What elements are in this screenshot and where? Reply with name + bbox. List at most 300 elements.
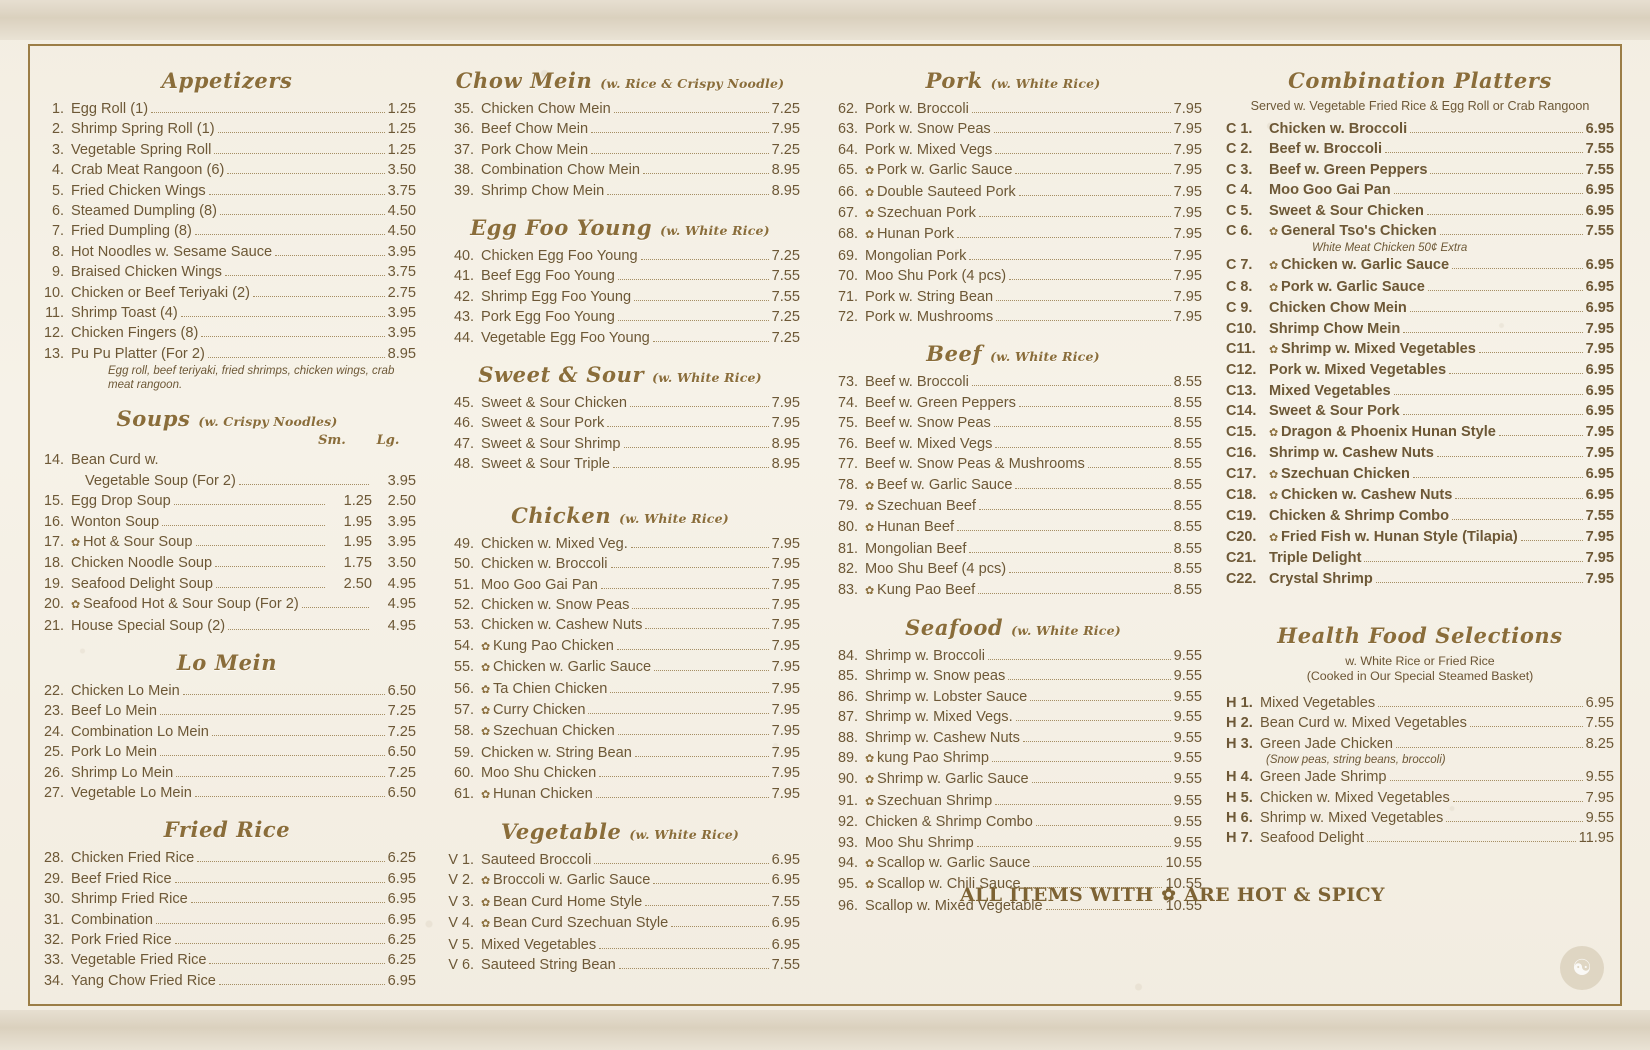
list-item (824, 372, 1202, 392)
section-fried-rice (38, 817, 416, 991)
item-number: 64. (837, 141, 858, 158)
leader-dots (1396, 736, 1583, 748)
list-item (440, 413, 800, 433)
list-item (824, 646, 1202, 666)
item-number: 12. (43, 325, 64, 342)
item-number: H 1. (1226, 694, 1253, 711)
leader-dots (1453, 790, 1583, 802)
list-item (824, 728, 1202, 748)
soup-col-lg: Lg. (376, 433, 400, 449)
item-name: Chicken w. Snow Peas (481, 596, 630, 613)
list-item (824, 853, 1202, 874)
right-border-rule (1620, 44, 1622, 1006)
item-name: Shrimp Fried Rice (71, 891, 188, 908)
item-number: 81. (837, 540, 858, 557)
item-price: 10.55 (1165, 855, 1202, 871)
item-number: 78. (837, 476, 858, 493)
item-number: 94. (837, 855, 858, 871)
leader-dots (611, 556, 769, 568)
item-price: 7.55 (771, 288, 800, 305)
list-item (824, 559, 1202, 579)
leader-dots (614, 101, 769, 113)
item-price: 9.55 (1173, 647, 1202, 664)
list-item (1226, 485, 1614, 506)
item-number: 29. (43, 870, 64, 887)
item-name: Vegetable Spring Roll (71, 141, 212, 158)
item-number: C16. (1226, 445, 1257, 462)
item-price: 6.95 (771, 936, 800, 953)
list-item (440, 575, 800, 595)
item-number: 48. (453, 456, 474, 473)
leader-dots (1479, 341, 1583, 353)
chili-pepper-icon: ✿ (1269, 344, 1279, 357)
leader-dots (218, 121, 385, 133)
item-name: Scallop w. Garlic Sauce (877, 855, 1031, 871)
item-name: Vegetable Egg Foo Young (481, 329, 650, 346)
item-name: Beef w. Green Peppers (1269, 161, 1428, 178)
item-price: 6.95 (771, 915, 800, 932)
veg-subtitle: (w. White Rice) (629, 826, 740, 842)
item-name: Beef w. Snow Peas & Mushrooms (865, 456, 1085, 473)
list-item (38, 910, 416, 930)
item-name: Hot Noodles w. Sesame Sauce (71, 243, 273, 260)
chili-pepper-icon: ✿ (1269, 489, 1279, 502)
health-subnote (1226, 654, 1614, 685)
item-price: 6.95 (1585, 362, 1614, 379)
chicken-subtitle: (w. White Rice) (619, 510, 729, 526)
chili-pepper-icon: ✿ (865, 795, 875, 808)
leader-dots (216, 576, 325, 588)
section-title-seafood (824, 615, 1202, 640)
list-item (824, 833, 1202, 853)
list-item (38, 742, 416, 762)
list-item (38, 763, 416, 783)
list-item (1226, 527, 1614, 548)
item-name: Hunan Chicken (493, 785, 593, 802)
chow-mein-title-text: Chow Mein (455, 68, 593, 93)
item-number: 30. (43, 891, 64, 908)
leader-dots (591, 142, 769, 154)
item-price: 8.55 (1173, 435, 1202, 452)
section-title-chow-mein (440, 68, 800, 93)
item-price: 7.95 (771, 744, 800, 761)
item-price: 6.95 (1585, 202, 1614, 219)
leader-dots (1019, 184, 1171, 196)
item-number: 70. (837, 268, 858, 285)
leader-dots (1016, 709, 1171, 721)
list-item (38, 574, 416, 594)
item-number: C12. (1226, 362, 1257, 379)
item-price: 7.55 (1585, 715, 1614, 732)
item-number: 58. (453, 723, 474, 740)
leader-dots (1521, 529, 1583, 541)
item-name: Chicken w. Cashew Nuts (1281, 486, 1453, 503)
item-number: 11. (45, 305, 64, 322)
leader-dots (197, 850, 384, 862)
item-name: Sweet & Sour Pork (1269, 403, 1400, 420)
leader-dots (610, 681, 768, 693)
chow-mein-subtitle: (w. Rice & Crispy Noodle) (600, 76, 785, 91)
menu-column-2 (430, 48, 810, 973)
item-number: 83. (837, 581, 858, 598)
beef-title-text: Beef (926, 341, 983, 367)
list-item (824, 246, 1202, 266)
item-number: 88. (837, 729, 858, 746)
item-name: Moo Shu Beef (4 pcs) (865, 561, 1007, 578)
item-name: Shrimp w. Cashew Nuts (1269, 445, 1434, 462)
list-item (440, 307, 800, 327)
leader-dots (201, 325, 384, 337)
list-item (824, 140, 1202, 160)
seafood-title-text: Seafood (905, 614, 1004, 640)
item-number: 63. (837, 121, 858, 138)
item-name: Scallop w. Chili Sauce (877, 876, 1021, 893)
item-price: 6.95 (387, 870, 416, 887)
item-name: Moo Shu Chicken (481, 765, 597, 782)
leader-dots (181, 305, 385, 317)
list-item (824, 454, 1202, 474)
leader-dots (1009, 561, 1170, 573)
leader-dots (1410, 300, 1583, 312)
item-number: 53. (453, 617, 474, 634)
menu-column-4 (1210, 48, 1620, 950)
item-number: C 3. (1226, 161, 1253, 178)
list-item (38, 950, 416, 970)
item-number: 32. (43, 932, 64, 948)
leader-dots (1390, 769, 1583, 781)
leader-dots (1394, 182, 1583, 194)
section-chow-mein (440, 68, 800, 201)
list-item (1226, 693, 1614, 713)
list-item (1226, 422, 1614, 443)
item-name: Sauteed Broccoli (481, 851, 592, 868)
item-number: 10. (43, 284, 64, 301)
chili-pepper-icon: ✿ (1161, 885, 1177, 905)
leader-dots (1437, 445, 1583, 457)
list-item (824, 119, 1202, 139)
item-price: 6.95 (1585, 465, 1614, 482)
list-item (1226, 319, 1614, 339)
item-number: 17. (43, 533, 64, 550)
item-number: 38. (453, 162, 474, 179)
list-item (38, 344, 416, 364)
chili-pepper-icon: ✿ (481, 896, 491, 909)
spicy-legend-text-2: ARE HOT & SPICY (1184, 884, 1385, 906)
soup-size-headers (38, 433, 416, 448)
item-number: 91. (837, 792, 858, 809)
item-number: 96. (837, 897, 858, 914)
leader-dots (988, 648, 1171, 660)
item-number: 19. (43, 575, 64, 592)
list-item (824, 812, 1202, 832)
item-price: 8.55 (1173, 456, 1202, 473)
item-price: 6.95 (1585, 403, 1614, 420)
item-number: H 6. (1226, 809, 1253, 826)
item-number: 84. (837, 647, 858, 664)
leader-dots (1499, 424, 1583, 436)
list-item (440, 955, 800, 975)
list-item (38, 512, 416, 532)
item-price: 7.95 (771, 723, 800, 740)
list-item (1226, 339, 1614, 360)
vegetable-list (440, 850, 800, 975)
item-name: Braised Chicken Wings (71, 264, 222, 281)
item-number: C 9. (1226, 300, 1253, 317)
list-item (1226, 734, 1614, 754)
item-name: Curry Chicken (493, 701, 586, 718)
item-name: Chicken w. Garlic Sauce (493, 659, 652, 676)
item-price: 7.95 (771, 535, 800, 552)
item-number: V 6. (448, 957, 474, 973)
item-number: H 3. (1226, 735, 1253, 752)
item-number: 5. (51, 182, 64, 199)
list-item (38, 283, 416, 303)
list-item (1226, 548, 1614, 568)
list-item (824, 182, 1202, 203)
leader-dots (183, 683, 385, 695)
item-name: Bean Curd Home Style (493, 893, 643, 910)
list-item (1226, 401, 1614, 421)
item-number: H 2. (1226, 715, 1253, 732)
item-name: Shrimp w. Mixed Vegs. (865, 709, 1013, 726)
item-number: 31. (43, 911, 64, 928)
item-number: 23. (43, 703, 64, 720)
combination-served-note: Served w. Vegetable Fried Rice & Egg Roll or Crab Rangoon (1250, 99, 1590, 113)
item-name: Chicken Fingers (8) (71, 325, 199, 342)
leader-dots (1376, 571, 1583, 583)
leader-dots (1088, 456, 1171, 468)
item-number: 21. (43, 617, 64, 634)
item-name: Hot & Sour Soup (83, 533, 193, 550)
item-name: Mixed Vegetables (1260, 694, 1376, 711)
item-name: Seafood Hot & Sour Soup (For 2) (83, 596, 299, 613)
item-number: 4. (51, 162, 64, 179)
item-name: Fried Dumpling (8) (71, 223, 192, 240)
item-price: 6.95 (387, 891, 416, 908)
leader-dots (1015, 477, 1170, 489)
leader-dots (1033, 855, 1162, 867)
egg-foo-young-list (440, 246, 800, 348)
item-price-sm: 1.95 (343, 513, 372, 530)
item-name: Pork Fried Rice (71, 932, 172, 948)
leader-dots (1023, 730, 1171, 742)
leader-dots (162, 514, 325, 526)
leader-dots (653, 330, 769, 342)
chili-pepper-icon: ✿ (1269, 226, 1279, 239)
item-number: 86. (837, 688, 858, 705)
item-name: Pork Chow Mein (481, 141, 589, 158)
item-name: Szechuan Beef (877, 497, 976, 514)
item-price: 7.95 (771, 617, 800, 634)
item-price: 8.55 (1173, 561, 1202, 578)
item-price: 9.55 (1173, 709, 1202, 726)
list-item (440, 554, 800, 574)
item-name: Mixed Vegetables (481, 936, 597, 953)
item-price: 4.50 (387, 203, 416, 220)
item-price: 7.95 (1173, 205, 1202, 222)
leader-dots (1015, 162, 1170, 174)
item-name: Sweet & Sour Triple (481, 456, 610, 473)
list-item (440, 850, 800, 870)
item-price: 7.95 (771, 637, 800, 654)
leader-dots (618, 723, 769, 735)
pork-subtitle: (w. White Rice) (990, 76, 1101, 91)
leader-dots (979, 498, 1171, 510)
item-name: Shrimp Chow Mein (1269, 320, 1401, 337)
list-item (38, 160, 416, 180)
item-price: 3.50 (387, 162, 416, 179)
list-item (440, 615, 800, 635)
leader-dots (619, 957, 769, 969)
item-price: 7.95 (771, 659, 800, 676)
list-item (440, 534, 800, 554)
list-item (38, 553, 416, 573)
leader-dots (214, 142, 384, 154)
list-item (1226, 767, 1614, 787)
item-name: Dragon & Phoenix Hunan Style (1281, 423, 1496, 440)
leader-dots (624, 436, 769, 448)
item-number: C14. (1226, 403, 1257, 420)
list-item (1226, 443, 1614, 463)
list-item (824, 707, 1202, 727)
item-price: 7.95 (771, 121, 800, 138)
item-price: 6.95 (387, 911, 416, 928)
list-item (1226, 464, 1614, 485)
item-name: Egg Roll (1) (71, 101, 149, 117)
list-item (1226, 298, 1614, 318)
item-number: 18. (43, 555, 64, 572)
leader-dots (634, 289, 768, 301)
item-price: 7.95 (1585, 570, 1614, 587)
item-name: Beef w. Broccoli (865, 374, 969, 391)
item-name: Combination Chow Mein (481, 162, 640, 179)
item-number: 2. (51, 121, 64, 138)
item-price: 11.95 (1578, 830, 1614, 847)
item-price: 7.25 (771, 248, 800, 265)
item-name: Sweet & Sour Shrimp (481, 435, 621, 452)
item-price: 6.95 (1585, 694, 1614, 711)
item-name: Szechuan Shrimp (877, 792, 993, 809)
item-name: Beef Chow Mein (481, 121, 589, 138)
chili-pepper-icon: ✿ (865, 522, 875, 535)
item-name: Vegetable Lo Mein (71, 784, 192, 801)
spicy-legend (960, 884, 1430, 906)
item-price: 2.75 (387, 284, 416, 301)
leader-dots (591, 121, 769, 133)
list-item (1226, 360, 1614, 380)
list-item (824, 517, 1202, 538)
list-item (38, 323, 416, 343)
item-name: Mixed Vegetables (1269, 382, 1391, 399)
item-name: Chicken w. Mixed Veg. (481, 535, 628, 552)
chili-pepper-icon: ✿ (865, 584, 875, 597)
pork-list (824, 99, 1202, 327)
item-price-sm: 1.95 (343, 533, 372, 550)
chili-pepper-icon: ✿ (1269, 281, 1279, 294)
section-egg-foo-young (440, 215, 800, 348)
item-name: Seafood Delight (1260, 830, 1364, 847)
item-price: 8.55 (1173, 476, 1202, 493)
leader-dots (1449, 362, 1583, 374)
item-price: 7.25 (387, 703, 416, 720)
leader-dots (275, 244, 384, 256)
leader-dots (225, 264, 385, 276)
beef-list (824, 372, 1202, 600)
section-pork (824, 68, 1202, 327)
health-subnote-line1: w. White Rice or Fried Rice (1345, 653, 1495, 668)
item-name: Fried Chicken Wings (71, 182, 206, 199)
item-price: 7.95 (1585, 789, 1614, 806)
leader-dots (1036, 814, 1171, 826)
leader-dots (191, 891, 385, 903)
appetizers-list (38, 99, 416, 364)
item-price: 8.95 (387, 345, 416, 362)
list-item (440, 160, 800, 180)
leader-dots (195, 223, 385, 235)
item-price: 8.55 (1173, 374, 1202, 391)
item-name: Bean Curd w. Mixed Vegetables (1260, 715, 1467, 732)
list-item (1226, 139, 1614, 159)
leader-dots (1403, 321, 1582, 333)
list-item (1226, 277, 1614, 298)
item-price: 8.95 (771, 435, 800, 452)
list-item (38, 783, 416, 803)
item-name: Shrimp Spring Roll (1) (71, 121, 215, 138)
section-seafood (824, 615, 1202, 916)
list-item (1226, 713, 1614, 733)
leader-dots (995, 142, 1170, 154)
item-price-lg: 3.50 (387, 555, 416, 572)
item-price-lg: 4.95 (387, 575, 416, 592)
item-note: Egg roll, beef teriyaki, fried shrimps, chicken wings, crab meat rangoon. (108, 365, 395, 392)
item-number: 39. (453, 182, 474, 199)
leader-dots (671, 915, 768, 927)
item-name: Shrimp w. Garlic Sauce (877, 771, 1029, 788)
item-name: Shrimp w. Mixed Vegetables (1281, 341, 1476, 358)
item-price: 6.95 (771, 872, 800, 889)
item-price: 6.50 (387, 682, 416, 699)
item-price: 6.95 (1585, 257, 1614, 274)
item-price: 9.55 (1173, 729, 1202, 746)
item-name: Chicken Lo Mein (71, 682, 180, 699)
leader-dots (1378, 695, 1582, 707)
chili-pepper-icon: ✿ (1269, 260, 1279, 273)
item-name: Shrimp w. Snow peas (865, 668, 1006, 685)
section-chicken (440, 503, 800, 805)
item-name: Shrimp w. Lobster Sauce (865, 688, 1028, 705)
leader-dots (209, 952, 384, 964)
item-number: C21. (1226, 550, 1257, 567)
item-name: Beef Lo Mein (71, 703, 157, 720)
leader-dots (992, 750, 1171, 762)
item-number: C13. (1226, 382, 1257, 399)
item-price: 6.25 (387, 850, 416, 867)
combination-list (1226, 119, 1614, 242)
item-number: C 5. (1226, 202, 1253, 219)
item-price-lg: 4.95 (387, 617, 416, 634)
health-subnote-line2: (Cooked in Our Special Steamed Basket) (1306, 669, 1534, 684)
leader-dots (176, 765, 384, 777)
item-number: 35. (453, 101, 474, 117)
item-number: 14. (43, 452, 64, 469)
item-name: Moo Shu Pork (4 pcs) (865, 268, 1007, 285)
chili-pepper-icon: ✿ (481, 683, 491, 696)
item-price: 3.95 (387, 325, 416, 342)
item-price: 1.25 (387, 101, 416, 117)
item-name: Beef w. Mixed Vegs (865, 435, 993, 452)
item-name: General Tso's Chicken (1281, 223, 1437, 240)
list-item (440, 287, 800, 307)
